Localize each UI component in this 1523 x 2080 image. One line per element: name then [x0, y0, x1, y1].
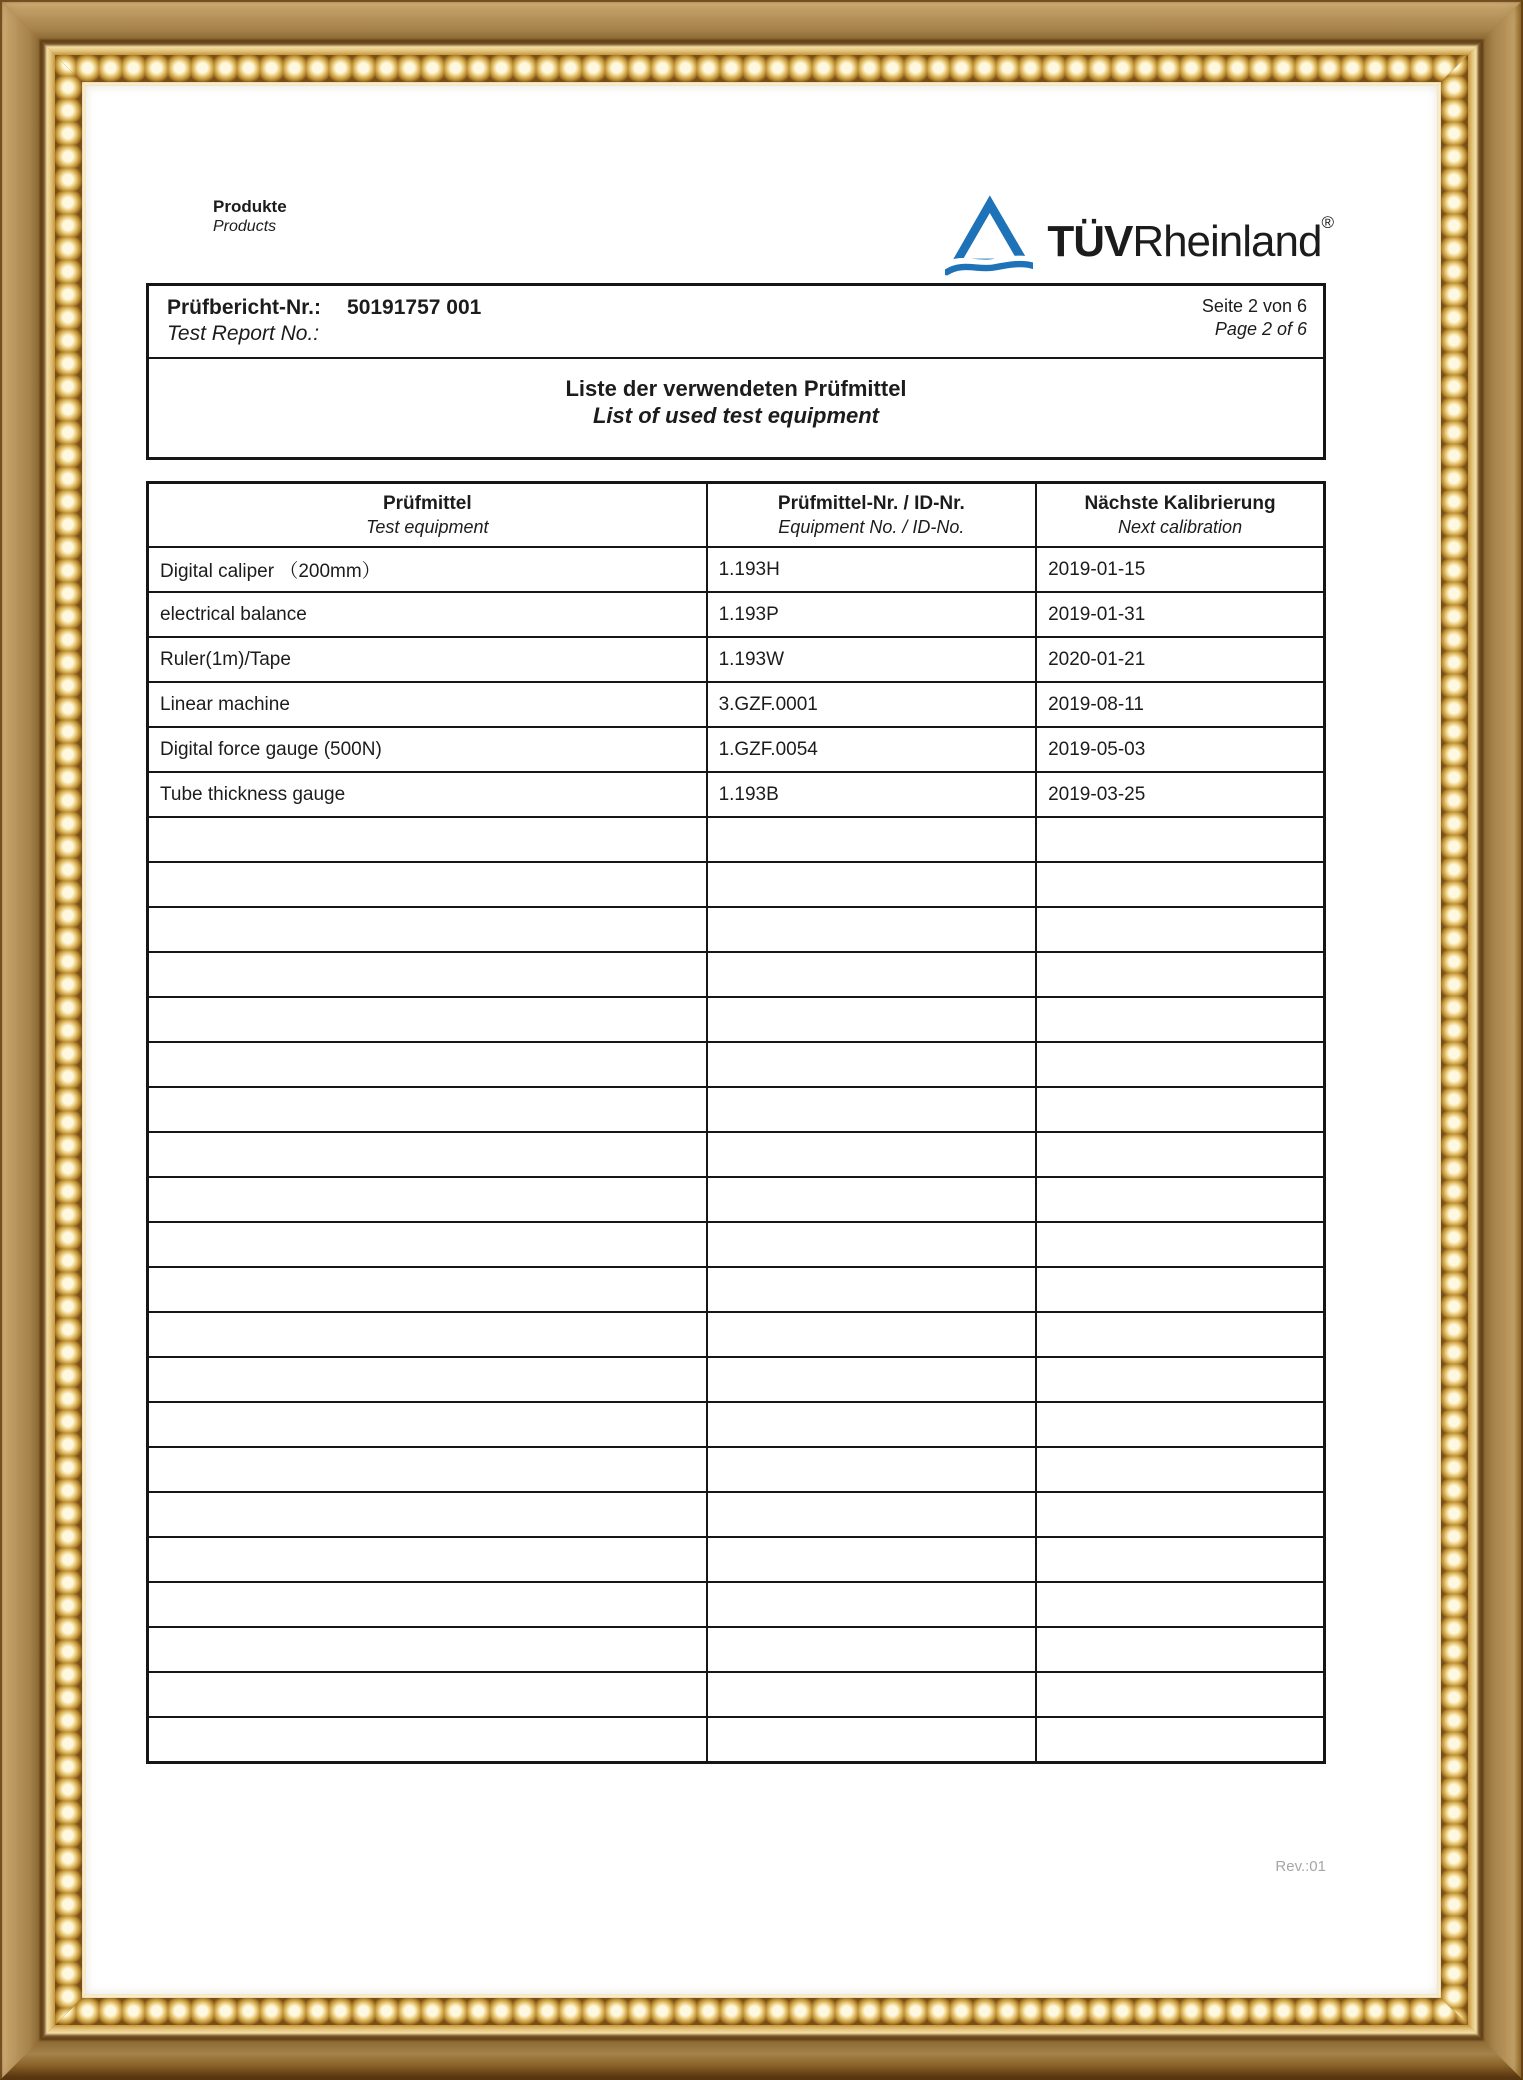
table-cell — [148, 1582, 707, 1627]
table-cell — [707, 1627, 1037, 1672]
report-page — [86, 86, 1437, 1994]
table-row-empty — [148, 1402, 1325, 1447]
column-header-next-calibration — [1036, 483, 1324, 548]
table-cell — [707, 1357, 1037, 1402]
table-row-empty — [148, 1312, 1325, 1357]
table-cell: 2019-05-03 — [1036, 727, 1324, 772]
table-cell — [1036, 997, 1324, 1042]
column-header-en: Equipment No. / ID-No. — [778, 516, 965, 537]
product-label-block — [213, 196, 287, 237]
table-cell — [1036, 952, 1324, 997]
table-row — [148, 727, 1325, 772]
table-cell: 1.193B — [707, 772, 1037, 817]
column-header-en: Next calibration — [1118, 516, 1243, 537]
document-title-block — [149, 359, 1323, 457]
table-cell — [1036, 1312, 1324, 1357]
table-cell — [148, 997, 707, 1042]
report-number-label-en: Test Report No.: — [167, 322, 320, 345]
table-cell — [1036, 1627, 1324, 1672]
frame-bead-strip — [30, 1998, 1493, 2025]
table-row-empty — [148, 1222, 1325, 1267]
table-row — [148, 592, 1325, 637]
table-cell — [148, 1357, 707, 1402]
table-row-empty — [148, 862, 1325, 907]
table-row-empty — [148, 997, 1325, 1042]
table-cell: 1.193H — [707, 547, 1037, 592]
table-row-empty — [148, 1042, 1325, 1087]
table-cell — [707, 1042, 1037, 1087]
table-cell — [707, 1672, 1037, 1717]
table-cell — [1036, 1582, 1324, 1627]
table-cell — [1036, 1267, 1324, 1312]
table-row-empty — [148, 1357, 1325, 1402]
page-indicator-block — [1202, 295, 1307, 347]
table-cell — [707, 1447, 1037, 1492]
table-cell — [707, 1492, 1037, 1537]
table-row-empty — [148, 1537, 1325, 1582]
table-cell: Linear machine — [148, 682, 707, 727]
table-cell — [1036, 907, 1324, 952]
table-cell — [1036, 817, 1324, 862]
page-indicator-de: Seite 2 von 6 — [1201, 296, 1307, 316]
table-cell: 2019-03-25 — [1036, 772, 1324, 817]
table-cell — [707, 1177, 1037, 1222]
frame-left-edge — [0, 0, 86, 2080]
table-row-empty — [148, 1087, 1325, 1132]
table-cell — [707, 1132, 1037, 1177]
table-cell — [707, 1717, 1037, 1763]
revision-label: Rev.:01 — [1275, 1858, 1326, 1875]
table-cell: Tube thickness gauge — [148, 772, 707, 817]
table-cell — [1036, 1492, 1324, 1537]
report-number-row — [149, 286, 1323, 359]
column-header-equipment-no — [707, 483, 1037, 548]
table-cell — [1036, 1672, 1324, 1717]
table-cell — [148, 1132, 707, 1177]
table-cell: 2019-08-11 — [1036, 682, 1324, 727]
document-title-de: Liste der verwendeten Prüfmittel — [565, 376, 907, 401]
table-cell — [148, 1717, 707, 1763]
table-cell — [1036, 1177, 1324, 1222]
table-row-empty — [148, 817, 1325, 862]
header-row — [148, 483, 1325, 548]
table-cell: 1.193P — [707, 592, 1037, 637]
table-cell — [1036, 1402, 1324, 1447]
table-cell — [1036, 1087, 1324, 1132]
table-cell: electrical balance — [148, 592, 707, 637]
table-cell — [148, 952, 707, 997]
table-cell: 2020-01-21 — [1036, 637, 1324, 682]
table-cell — [148, 1267, 707, 1312]
table-row — [148, 682, 1325, 727]
table-cell — [148, 1672, 707, 1717]
table-cell — [148, 1312, 707, 1357]
column-header-de: Nächste Kalibrierung — [1084, 492, 1276, 514]
product-label-de: Produkte — [213, 197, 287, 216]
report-number-label-de: Prüfbericht-Nr.: — [167, 296, 322, 319]
table-cell — [707, 1087, 1037, 1132]
table-cell — [148, 1627, 707, 1672]
logo-rheinland: Rheinland — [1132, 217, 1322, 266]
equipment-table-body — [148, 547, 1325, 1763]
brand-row — [213, 180, 1333, 285]
table-row-empty — [148, 1132, 1325, 1177]
table-cell: Digital force gauge (500N) — [148, 727, 707, 772]
table-cell — [148, 862, 707, 907]
table-row-empty — [148, 1447, 1325, 1492]
frame-bead-strip — [30, 55, 1493, 82]
table-row — [148, 772, 1325, 817]
table-row-empty — [148, 1582, 1325, 1627]
table-cell — [1036, 1132, 1324, 1177]
table-cell — [1036, 1717, 1324, 1763]
table-cell — [148, 1492, 707, 1537]
report-header-box — [146, 283, 1326, 460]
table-cell: 1.GZF.0054 — [707, 727, 1037, 772]
table-cell — [148, 1087, 707, 1132]
table-cell: Ruler(1m)/Tape — [148, 637, 707, 682]
table-row-empty — [148, 907, 1325, 952]
table-cell — [148, 1222, 707, 1267]
table-row-empty — [148, 1627, 1325, 1672]
report-number-value: 50191757 001 — [347, 296, 482, 319]
table-cell — [148, 1447, 707, 1492]
table-row-empty — [148, 1177, 1325, 1222]
equipment-table-header — [148, 483, 1325, 548]
table-row — [148, 637, 1325, 682]
frame-top-edge — [0, 0, 1523, 86]
column-header-equipment — [148, 483, 707, 548]
table-row-empty — [148, 952, 1325, 997]
table-cell — [707, 907, 1037, 952]
table-cell — [1036, 1222, 1324, 1267]
logo-wordmark — [1047, 180, 1333, 285]
frame-bead-strip — [55, 30, 82, 2050]
table-cell — [707, 817, 1037, 862]
table-cell — [707, 997, 1037, 1042]
table-row — [148, 547, 1325, 592]
table-cell — [1036, 862, 1324, 907]
table-cell — [148, 1537, 707, 1582]
table-cell — [707, 1537, 1037, 1582]
table-cell: 3.GZF.0001 — [707, 682, 1037, 727]
table-cell — [707, 952, 1037, 997]
table-cell — [707, 862, 1037, 907]
table-row-empty — [148, 1672, 1325, 1717]
table-cell — [1036, 1537, 1324, 1582]
registered-trademark-icon: ® — [1321, 213, 1333, 232]
table-cell — [148, 907, 707, 952]
table-cell — [1036, 1447, 1324, 1492]
table-cell — [148, 1042, 707, 1087]
tuv-rheinland-logo — [945, 180, 1333, 285]
frame-right-edge — [1437, 0, 1523, 2080]
table-cell — [707, 1222, 1037, 1267]
report-number-line — [167, 295, 481, 321]
table-row-empty — [148, 1267, 1325, 1312]
column-header-de: Prüfmittel — [382, 492, 472, 514]
table-cell: 1.193W — [707, 637, 1037, 682]
column-header-en: Test equipment — [366, 516, 489, 537]
table-cell: Digital caliper （200mm） — [148, 547, 707, 592]
table-cell — [707, 1402, 1037, 1447]
table-cell — [707, 1312, 1037, 1357]
table-cell — [148, 1402, 707, 1447]
frame-bottom-edge — [0, 1994, 1523, 2080]
tuv-triangle-icon — [945, 190, 1033, 276]
table-cell: 2019-01-15 — [1036, 547, 1324, 592]
frame-bead-strip — [1441, 30, 1468, 2050]
logo-tuv: TÜV — [1047, 217, 1133, 266]
table-cell: 2019-01-31 — [1036, 592, 1324, 637]
table-cell — [707, 1582, 1037, 1627]
equipment-table — [146, 481, 1326, 1764]
table-cell — [148, 1177, 707, 1222]
table-cell — [148, 817, 707, 862]
product-label-en: Products — [213, 218, 277, 235]
page-indicator-en: Page 2 of 6 — [1214, 319, 1307, 339]
table-row-empty — [148, 1492, 1325, 1537]
table-cell — [707, 1267, 1037, 1312]
column-header-de: Prüfmittel-Nr. / ID-Nr. — [777, 492, 965, 514]
table-row-empty — [148, 1717, 1325, 1763]
report-number-block — [167, 295, 481, 347]
table-cell — [1036, 1042, 1324, 1087]
document-title-en: List of used test equipment — [592, 403, 880, 428]
table-cell — [1036, 1357, 1324, 1402]
